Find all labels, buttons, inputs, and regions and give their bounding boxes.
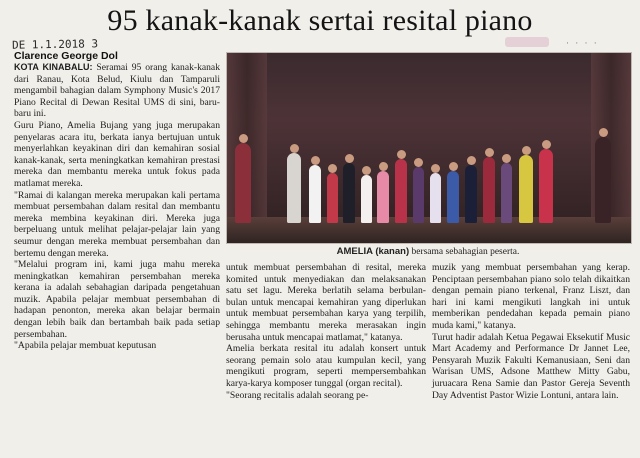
person-figure [447,171,459,223]
person-figure [395,159,407,223]
paragraph: "Apabila pelajar membuat keputusan [14,340,157,352]
person-figure [235,143,251,223]
handwritten-date-note: DE 1.1.2018 3 [11,37,99,52]
person-figure [595,137,611,223]
paragraph: Guru Piano, Amelia Bujang yang juga merupakan penyelaras acara itu, berkata ianya bertujuan untuk menyerlahkan keyakinan diri dan kemahiran sosial kanak-kanak, serta meningkatkan kemahiran prestasi mereka dan membantu mereka untuk fokus pada matlamat mereka. [14,119,220,189]
dateline: KOTA KINABALU: [14,62,93,72]
caption-text: bersama sebahagian peserta. [409,247,520,257]
person-figure [539,149,553,223]
body-column-1 [14,62,220,352]
person-figure [430,173,441,223]
person-figure [483,157,495,223]
ink-dots: · · · · [566,38,599,48]
person-figure [343,163,355,223]
highlight-mark [505,37,549,47]
byline: Clarence George Dol [14,50,118,62]
paragraph: "Melalui program ini, kami juga mahu mereka meningkatkan kemahiran persembahan mereka kerana ia adalah sebahagian daripada pengetahuan muzik. Apabila pelajar membuat persembahan di hadapan penonton, mereka akan belajar bermain dengan lebih baik dan bertambah baik pada setiap persembahan. [14,259,220,340]
paragraph: Turut hadir adalah Ketua Pegawai Eksekutif Music Mart Academy and Performance Dr Jannet Lee, Pensyarah Muzik Fakulti Kemanusiaan, Seni dan Warisan UMS, Adsone Matthew Mitty Gabu, juruacara Rena Samie dan Pastor Gereja Seventh Day Adventist Pastor Wizie Lontuni, antara lain. [432,331,630,401]
body-column-3 [432,262,630,401]
paragraph: Seramai 95 orang kanak-kanak dari Ranau, Kota Belud, Kiulu dan Tamparuli mengambil bahagian dalam Symphony Music's 2017 Piano Recital di Dewan Resital UMS di sini, baru-baru ini. [14,62,220,120]
person-figure [465,165,477,223]
person-figure [287,153,301,223]
person-figure [309,165,321,223]
paragraph: "Ramai di kalangan mereka merupakan kali pertama membuat persembahan dalam resital dan membantu mereka membina keyakinan diri. Mereka juga berpeluang untuk melihat pelajar-pelajar lain yang seumur dengan mereka membuat persembahan dan bertemu dengan mereka. [14,189,220,259]
paragraph: "Seorang recitalis adalah seorang pe- [226,389,369,401]
paragraph: untuk membuat persembahan di resital, mereka komited untuk menyediakan dan melaksanakan satu set lagu. Mereka berlatih selama berbulan-bulan untuk mencapai kemahiran yang diperlukan untuk membuat persembahan karya yang terpilih, sehingga membantu mereka merasakan ingin berusaha untuk mencapai matlamat," katanya. [226,262,426,343]
photo-caption [226,246,630,257]
caption-name: AMELIA (kanan) [336,246,410,257]
person-figure [519,155,533,223]
person-figure [501,163,512,223]
body-column-2 [226,262,426,401]
person-figure [377,171,389,223]
recital-photo [226,52,632,244]
article-headline: 95 kanak-kanak sertai resital piano [107,4,533,37]
person-figure [361,175,372,223]
person-figure [327,173,338,223]
paragraph: muzik yang membuat persembahan yang kerap. Penciptaan persembahan piano solo telah dikaitkan dengan pemain piano terkenal, Franz Liszt, dan hari ini kami mengikuti langkah ini untuk memberikan pendedahan kepada pemain piano muda kami," katanya. [432,262,630,331]
person-figure [413,167,424,223]
paragraph: Amelia berkata resital itu adalah konsert untuk seorang pemain solo atau kumpulan kecil, yang mengikuti program, seperti mempersembahkan karya-karya komposer tunggal (organ recital). [226,343,426,389]
